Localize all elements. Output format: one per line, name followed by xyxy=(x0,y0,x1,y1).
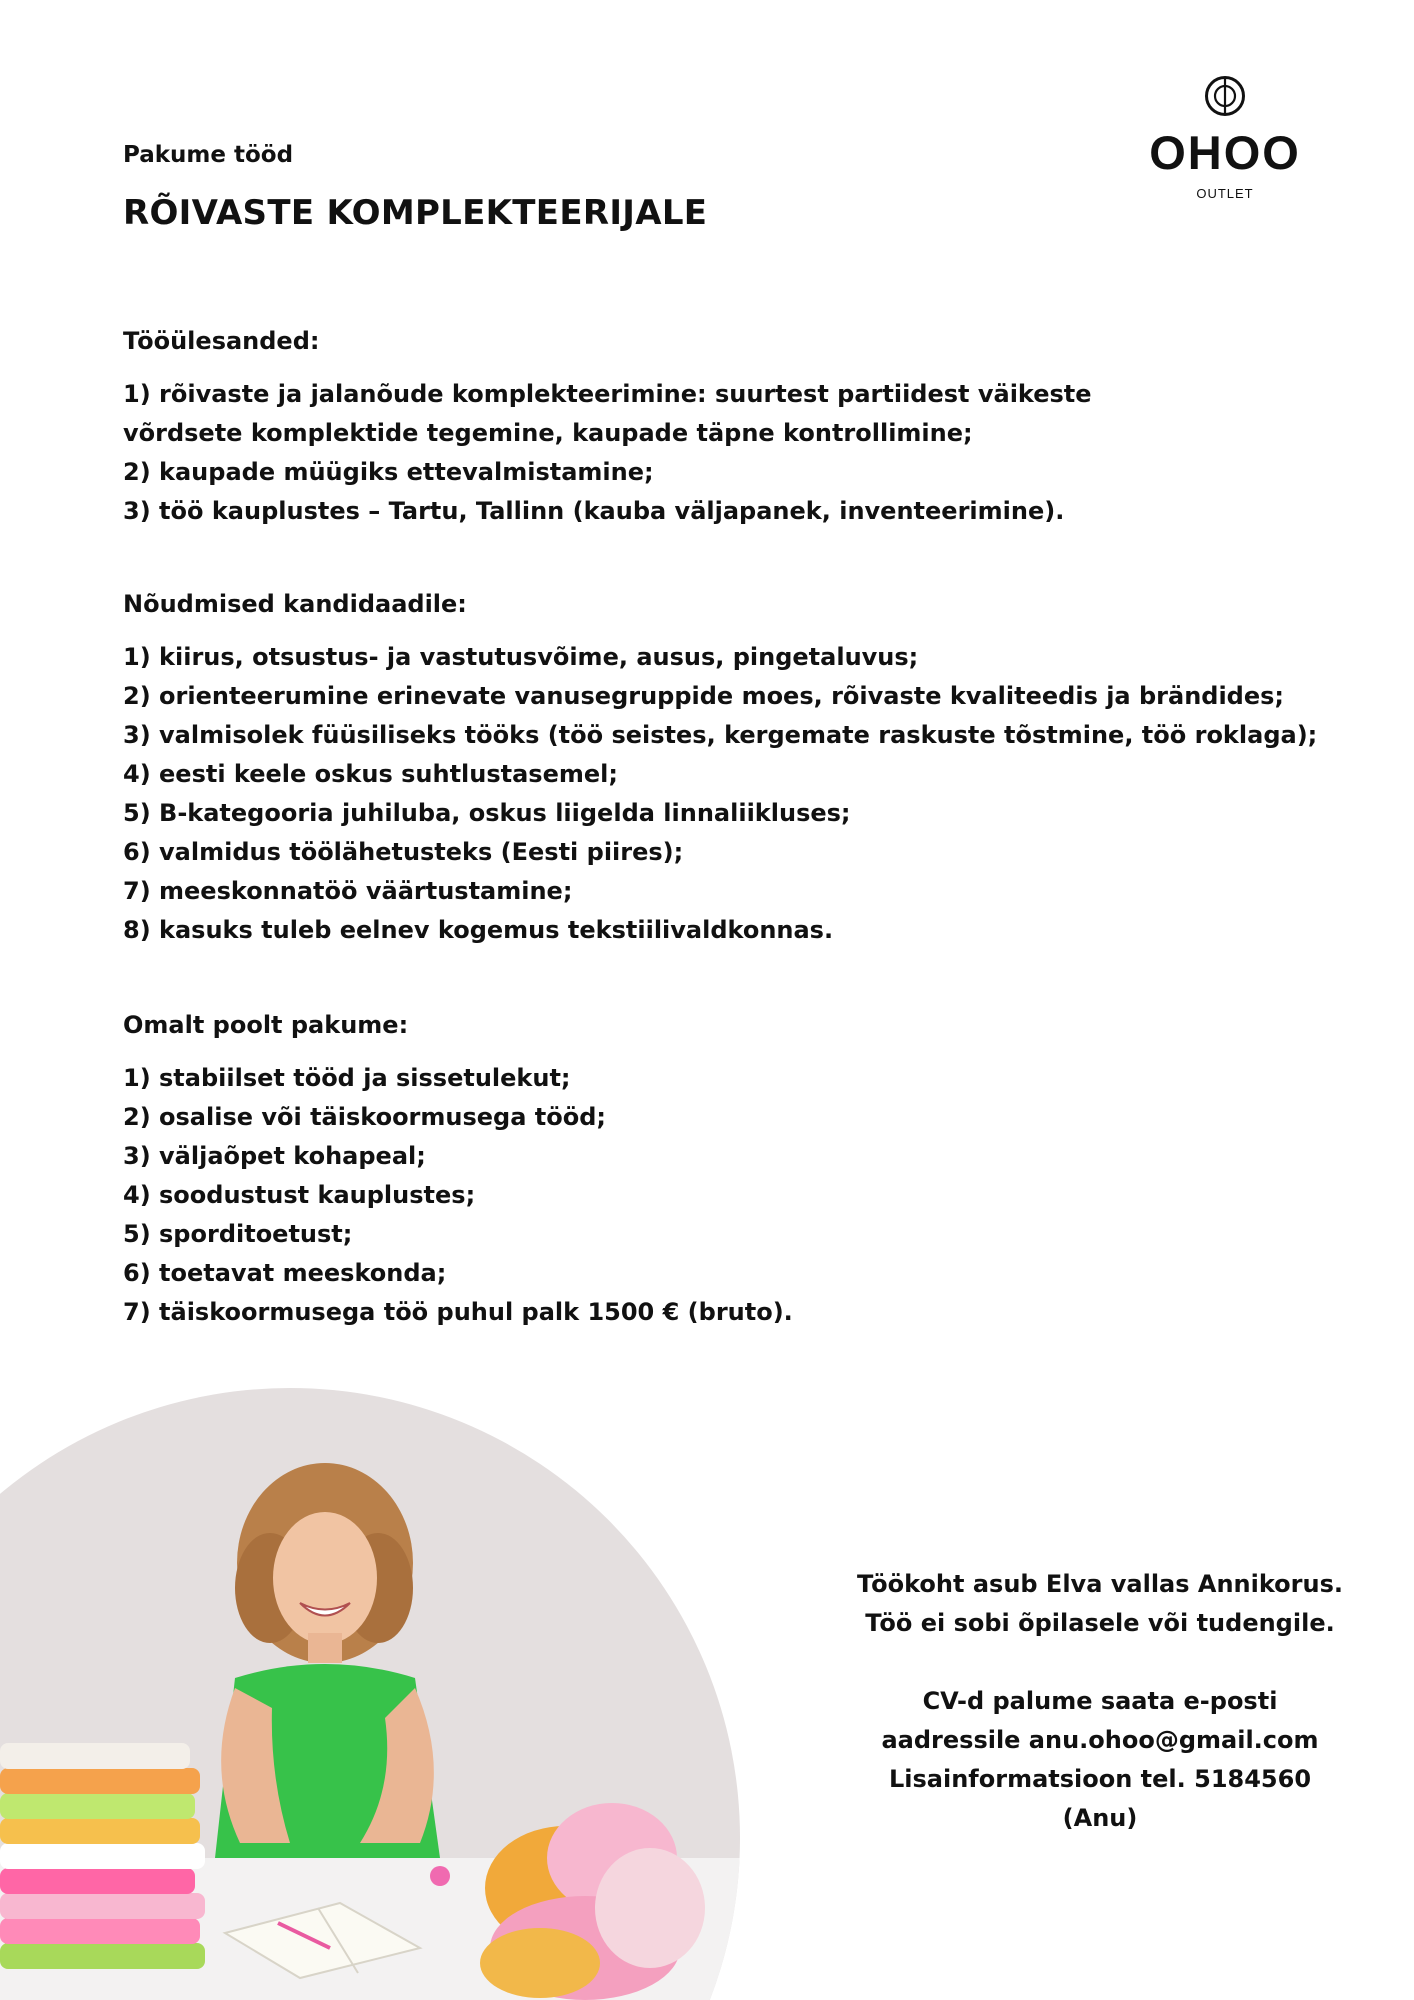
list-item: 8) kasuks tuleb eelnev kogemus tekstiilivaldkonnas. xyxy=(123,916,834,944)
list-item: võrdsete komplektide tegemine, kaupade täpne kontrollimine; xyxy=(123,419,973,447)
list-item: 7) meeskonnatöö väärtustamine; xyxy=(123,877,573,905)
offer-section xyxy=(123,1013,1353,1332)
list-item: 4) eesti keele oskus suhtlustasemel; xyxy=(123,760,618,788)
eligibility-line: Töö ei sobi õpilasele või tudengile. xyxy=(865,1609,1335,1637)
list-item: 6) toetavat meeskonda; xyxy=(123,1259,447,1287)
ohoo-circle-logo-icon xyxy=(1204,75,1246,117)
tasks-list xyxy=(123,375,1353,531)
job-title: RÕIVASTE KOMPLEKTEERIJALE xyxy=(123,193,708,233)
list-item: 7) täiskoormusega töö puhul palk 1500 € (bruto). xyxy=(123,1298,793,1326)
tasks-section xyxy=(123,329,1353,531)
offer-list xyxy=(123,1059,1353,1332)
list-item: 1) kiirus, otsustus- ja vastutusvõime, ausus, pingetaluvus; xyxy=(123,643,919,671)
requirements-section xyxy=(123,592,1353,950)
email-line: aadressile anu.ohoo@gmail.com xyxy=(881,1726,1319,1754)
logo-subtitle: OUTLET xyxy=(1196,186,1254,201)
cv-line: CV-d palume saata e-posti xyxy=(922,1687,1278,1715)
list-item: 1) rõivaste ja jalanõude komplekteerimine: suurtest partiidest väikeste xyxy=(123,380,1092,408)
woman-with-clothes-illustration xyxy=(0,1388,800,2000)
phone-line: Lisainformatsioon tel. 5184560 xyxy=(888,1765,1312,1793)
location-line: Töökoht asub Elva vallas Annikorus. xyxy=(857,1570,1343,1598)
list-item: 6) valmidus töölähetusteks (Eesti piires); xyxy=(123,838,684,866)
list-item: 2) orienteerumine erinevate vanusegruppide moes, rõivaste kvaliteedis ja brändides; xyxy=(123,682,1285,710)
requirements-heading: Nõudmised kandidaadile: xyxy=(123,590,467,618)
list-item: 3) töö kauplustes – Tartu, Tallinn (kauba väljapanek, inventeerimine). xyxy=(123,497,1065,525)
list-item: 3) väljaõpet kohapeal; xyxy=(123,1142,426,1170)
list-item: 1) stabiilset tööd ja sissetulekut; xyxy=(123,1064,571,1092)
ohoo-outlet-logo xyxy=(1140,75,1310,205)
contact-name: (Anu) xyxy=(1062,1804,1138,1832)
requirements-list xyxy=(123,638,1353,950)
contact-info xyxy=(800,1565,1400,1838)
tasks-heading: Tööülesanded: xyxy=(123,327,320,355)
offer-heading: Omalt poolt pakume: xyxy=(123,1011,409,1039)
list-item: 5) B-kategooria juhiluba, oskus liigelda linnaliikluses; xyxy=(123,799,851,827)
list-item: 2) kaupade müügiks ettevalmistamine; xyxy=(123,458,654,486)
list-item: 4) soodustust kauplustes; xyxy=(123,1181,476,1209)
list-item: 3) valmisolek füüsiliseks tööks (töö seistes, kergemate raskuste tõstmine, töö roklaga); xyxy=(123,721,1318,749)
list-item: 2) osalise või täiskoormusega tööd; xyxy=(123,1103,606,1131)
logo-wordmark: OHOO xyxy=(1149,126,1301,179)
list-item: 5) sporditoetust; xyxy=(123,1220,353,1248)
intro-text: Pakume tööd xyxy=(123,142,294,168)
